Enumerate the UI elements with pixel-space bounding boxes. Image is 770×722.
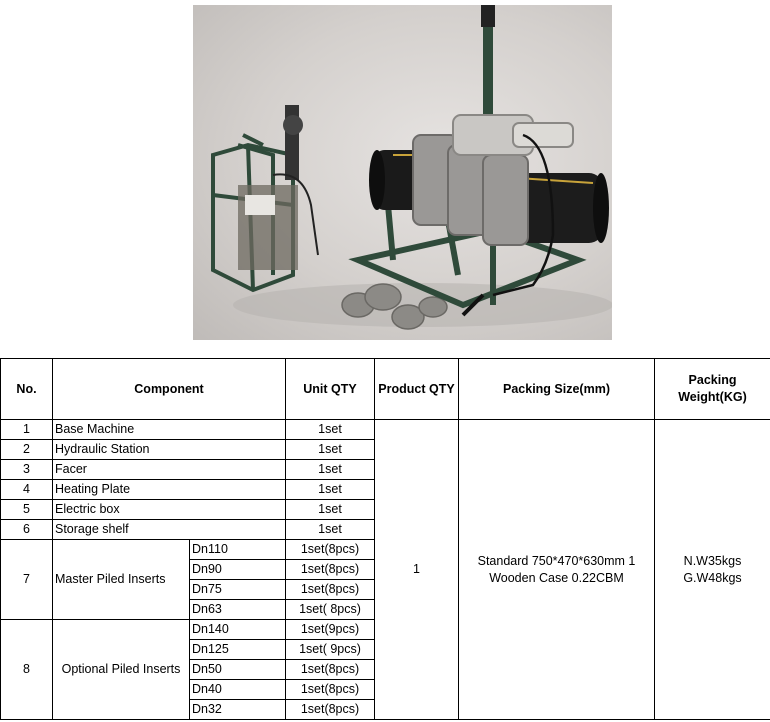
insert-qty: 1set(8pcs) (286, 560, 375, 580)
optional-inserts-label: Optional Piled Inserts (53, 620, 190, 720)
insert-qty: 1set(8pcs) (286, 680, 375, 700)
row-qty: 1set (286, 440, 375, 460)
row-no: 3 (1, 460, 53, 480)
insert-size: Dn32 (190, 700, 286, 720)
insert-qty: 1set(8pcs) (286, 660, 375, 680)
packing-size-line2: Wooden Case 0.22CBM (489, 570, 624, 585)
header-product-qty: Product QTY (375, 359, 459, 420)
insert-size: Dn140 (190, 620, 286, 640)
row-qty: 1set (286, 420, 375, 440)
header-packing-size: Packing Size(mm) (459, 359, 655, 420)
insert-qty: 1set(8pcs) (286, 540, 375, 560)
product-photo (193, 5, 612, 340)
table-header-row (1, 359, 770, 420)
master-inserts-label: Master Piled Inserts (53, 540, 190, 620)
table-row (1, 420, 770, 440)
insert-size: Dn125 (190, 640, 286, 660)
packing-weight-cell (655, 420, 770, 720)
row-qty: 1set (286, 460, 375, 480)
packing-size-line1: Standard 750*470*630mm 1 (477, 553, 636, 568)
insert-qty: 1set(9pcs) (286, 620, 375, 640)
row-no: 1 (1, 420, 53, 440)
product-qty-cell: 1 (375, 420, 459, 720)
insert-size: Dn50 (190, 660, 286, 680)
row-component: Storage shelf (53, 520, 286, 540)
row-no: 4 (1, 480, 53, 500)
specification-table (0, 358, 770, 720)
packing-size-cell (459, 420, 655, 720)
row-no: 5 (1, 500, 53, 520)
row-no: 2 (1, 440, 53, 460)
packing-weight-gross: G.W48kgs (683, 570, 742, 585)
insert-size: Dn110 (190, 540, 286, 560)
row-no: 6 (1, 520, 53, 540)
insert-qty: 1set( 8pcs) (286, 600, 375, 620)
row-qty: 1set (286, 500, 375, 520)
row-no: 7 (1, 540, 53, 620)
insert-qty: 1set(8pcs) (286, 700, 375, 720)
header-component: Component (53, 359, 286, 420)
header-packing-weight: Packing Weight(KG) (655, 359, 770, 420)
header-no: No. (1, 359, 53, 420)
insert-qty: 1set( 9pcs) (286, 640, 375, 660)
header-unit-qty: Unit QTY (286, 359, 375, 420)
row-component: Hydraulic Station (53, 440, 286, 460)
row-qty: 1set (286, 480, 375, 500)
packing-weight-net: N.W35kgs (683, 553, 742, 568)
row-component: Facer (53, 460, 286, 480)
row-no: 8 (1, 620, 53, 720)
row-component: Heating Plate (53, 480, 286, 500)
insert-size: Dn63 (190, 600, 286, 620)
insert-qty: 1set(8pcs) (286, 580, 375, 600)
row-component: Electric box (53, 500, 286, 520)
welding-machine-illustration (193, 5, 612, 340)
product-photo-area (0, 0, 770, 358)
insert-size: Dn40 (190, 680, 286, 700)
row-qty: 1set (286, 520, 375, 540)
insert-size: Dn75 (190, 580, 286, 600)
insert-size: Dn90 (190, 560, 286, 580)
row-component: Base Machine (53, 420, 286, 440)
